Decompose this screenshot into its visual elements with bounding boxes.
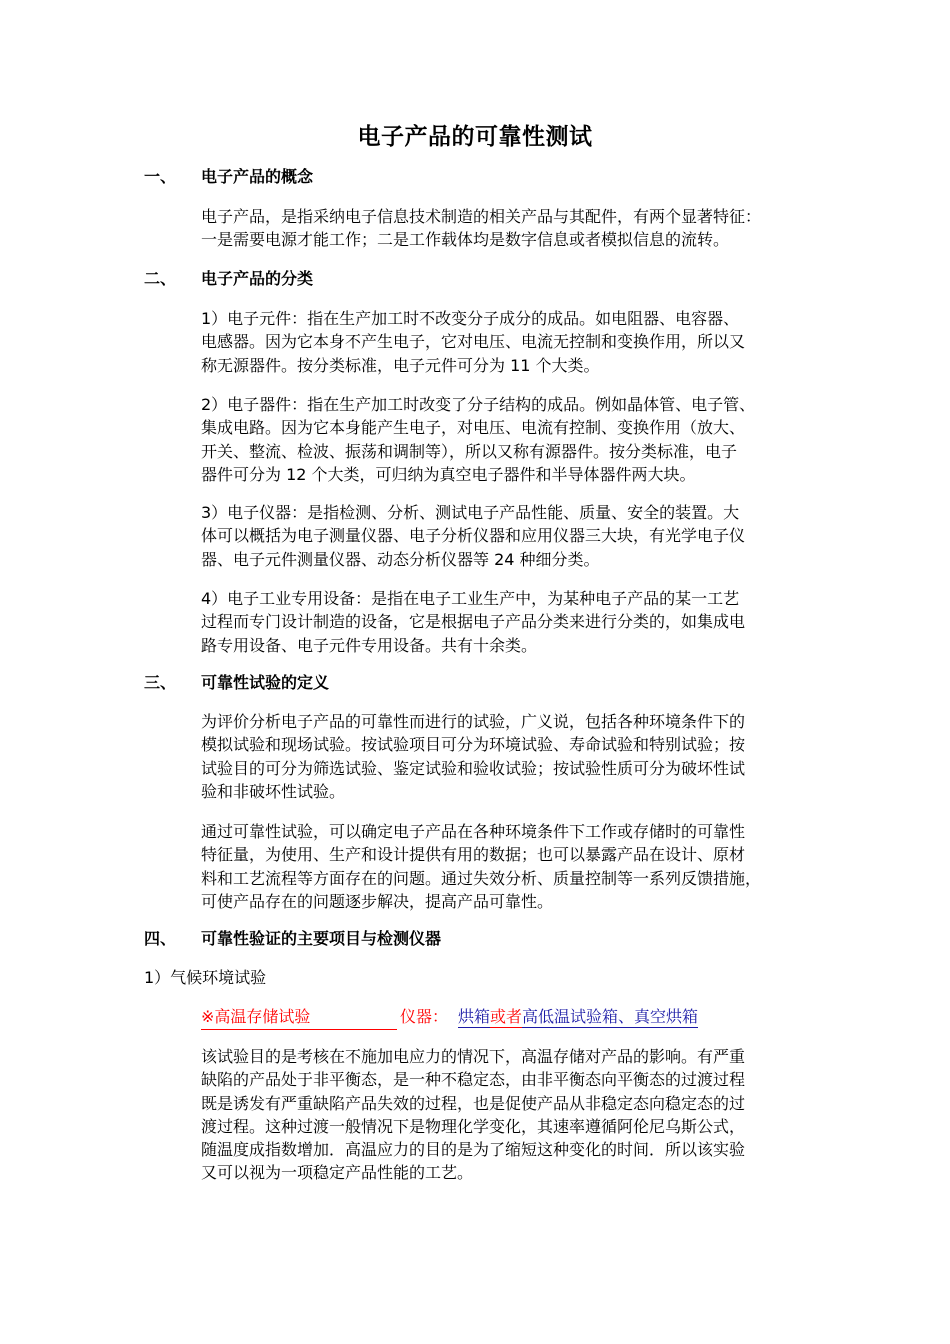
paragraph-line: 过程而专门设计制造的设备，它是根据电子产品分类来进行分类的，如集成电 (201, 612, 746, 632)
section-2-paragraph-1 (201, 307, 807, 377)
section-2-number: 二、 (144, 269, 177, 288)
subsection-climate-test: 1）气候环境试验 (144, 968, 267, 987)
instrument-chambers-link[interactable]: 高低温试验箱、真空烘箱 (522, 1007, 699, 1026)
section-3-heading (144, 672, 329, 694)
section-4-title: 可靠性验证的主要项目与检测仪器 (201, 929, 442, 948)
paragraph-line: 通过可靠性试验，可以确定电子产品在各种环境条件下工作或存储时的可靠性 (201, 822, 746, 841)
section-1-title: 电子产品的概念 (201, 167, 314, 186)
test-instrument-line (201, 1006, 698, 1030)
section-2-title: 电子产品的分类 (201, 269, 314, 288)
paragraph-line: 1）电子元件：指在生产加工时不改变分子成分的成品。如电阻器、电容器、 (201, 309, 740, 328)
paragraph-line: 模拟试验和现场试验。按试验项目可分为环境试验、寿命试验和特别试验；按 (201, 735, 746, 755)
paragraph-line: 既是诱发有严重缺陷产品失效的过程，也是促使产品从非稳定态向稳定态的过 (201, 1093, 746, 1113)
paragraph-line: 特征量，为使用、生产和设计提供有用的数据；也可以暴露产品在设计、原材 (201, 845, 746, 865)
instrument-oven-link[interactable]: 烘箱 (458, 1007, 491, 1026)
paragraph-line: 2）电子器件：指在生产加工时改变了分子结构的成品。例如晶体管、电子管、 (201, 395, 756, 414)
paragraph-line: 随温度成指数增加．高温应力的目的是为了缩短这种变化的时间．所以该实验 (201, 1140, 746, 1160)
paragraph-line: 料和工艺流程等方面存在的问题。通过失效分析、质量控制等一系列反馈措施， (201, 868, 762, 888)
paragraph-line: 缺陷的产品处于非平衡态，是一种不稳定态，由非平衡态向平衡态的过渡过程 (201, 1070, 746, 1090)
paragraph-line: 试验目的可分为筛选试验、鉴定试验和验收试验；按试验性质可分为破坏性试 (201, 758, 746, 778)
section-3-title: 可靠性试验的定义 (201, 673, 330, 692)
paragraph-line: 电子产品，是指采纳电子信息技术制造的相关产品与其配件，有两个显著特征： (201, 207, 762, 226)
paragraph-line: 体可以概括为电子测量仪器、电子分析仪器和应用仪器三大块，有光学电子仪 (201, 526, 746, 546)
section-4-number: 四、 (144, 929, 177, 948)
section-4-heading (144, 928, 441, 950)
section-1-number: 一、 (144, 167, 177, 186)
paragraph-line: 可使产品存在的问题逐步解决，提高产品可靠性。 (201, 891, 554, 911)
instrument-or-text: 或者 (490, 1007, 523, 1026)
section-4-paragraph-1 (201, 1045, 807, 1185)
paragraph-line: 3）电子仪器：是指检测、分析、测试电子产品性能、质量、安全的装置。大 (201, 503, 740, 522)
section-2-heading (144, 268, 313, 290)
paragraph-line: 开关、整流、检波、振荡和调制等），所以又称有源器件。按分类标准，电子 (201, 441, 738, 461)
underline-gap (375, 1006, 397, 1030)
paragraph-line: 路专用设备、电子元件专用设备。共有十余类。 (201, 635, 538, 655)
paragraph-line: 为评价分析电子产品的可靠性而进行的试验，广义说，包括各种环境条件下的 (201, 712, 746, 731)
paragraph-line: 电感器。因为它本身不产生电子，它对电压、电流无控制和变换作用，所以又 (201, 332, 746, 352)
paragraph-line: 验和非破坏性试验。 (201, 781, 346, 801)
section-1-heading (144, 166, 313, 188)
paragraph-line: 又可以视为一项稳定产品性能的工艺。 (201, 1163, 474, 1183)
section-2-paragraph-4 (201, 587, 807, 657)
section-3-number: 三、 (144, 673, 177, 692)
paragraph-line: 渡过程。这种过渡一般情况下是物理化学变化，其速率遵循阿伦尼乌斯公式， (201, 1116, 746, 1136)
paragraph-line: 一是需要电源才能工作；二是工作载体均是数字信息或者模拟信息的流转。 (201, 230, 730, 250)
section-2-paragraph-3 (201, 501, 807, 571)
instrument-label: 仪器： (400, 1007, 449, 1026)
section-3-paragraph-2 (201, 820, 807, 913)
paragraph-line: 集成电路。因为它本身能产生电子，对电压、电流有控制、变换作用（放大、 (201, 418, 746, 438)
paragraph-line: 器、电子元件测量仪器、动态分析仪器等 24 种细分类。 (201, 549, 600, 569)
section-3-paragraph-1 (201, 710, 807, 803)
paragraph-line: 4）电子工业专用设备：是指在电子工业生产中，为某种电子产品的某一工艺 (201, 589, 740, 608)
paragraph-line: 称无源器件。按分类标准，电子元件可分为 11 个大类。 (201, 355, 600, 375)
paragraph-line: 器件可分为 12 个大类，可归纳为真空电子器件和半导体器件两大块。 (201, 464, 696, 484)
section-2-paragraph-2 (201, 393, 807, 486)
paragraph-line: 该试验目的是考核在不施加电应力的情况下，高温存储对产品的影响。有严重 (201, 1047, 746, 1066)
test-name-label: ※高温存储试验 (201, 1006, 375, 1030)
section-1-paragraph (201, 205, 807, 252)
document-title: 电子产品的可靠性测试 (357, 124, 593, 150)
